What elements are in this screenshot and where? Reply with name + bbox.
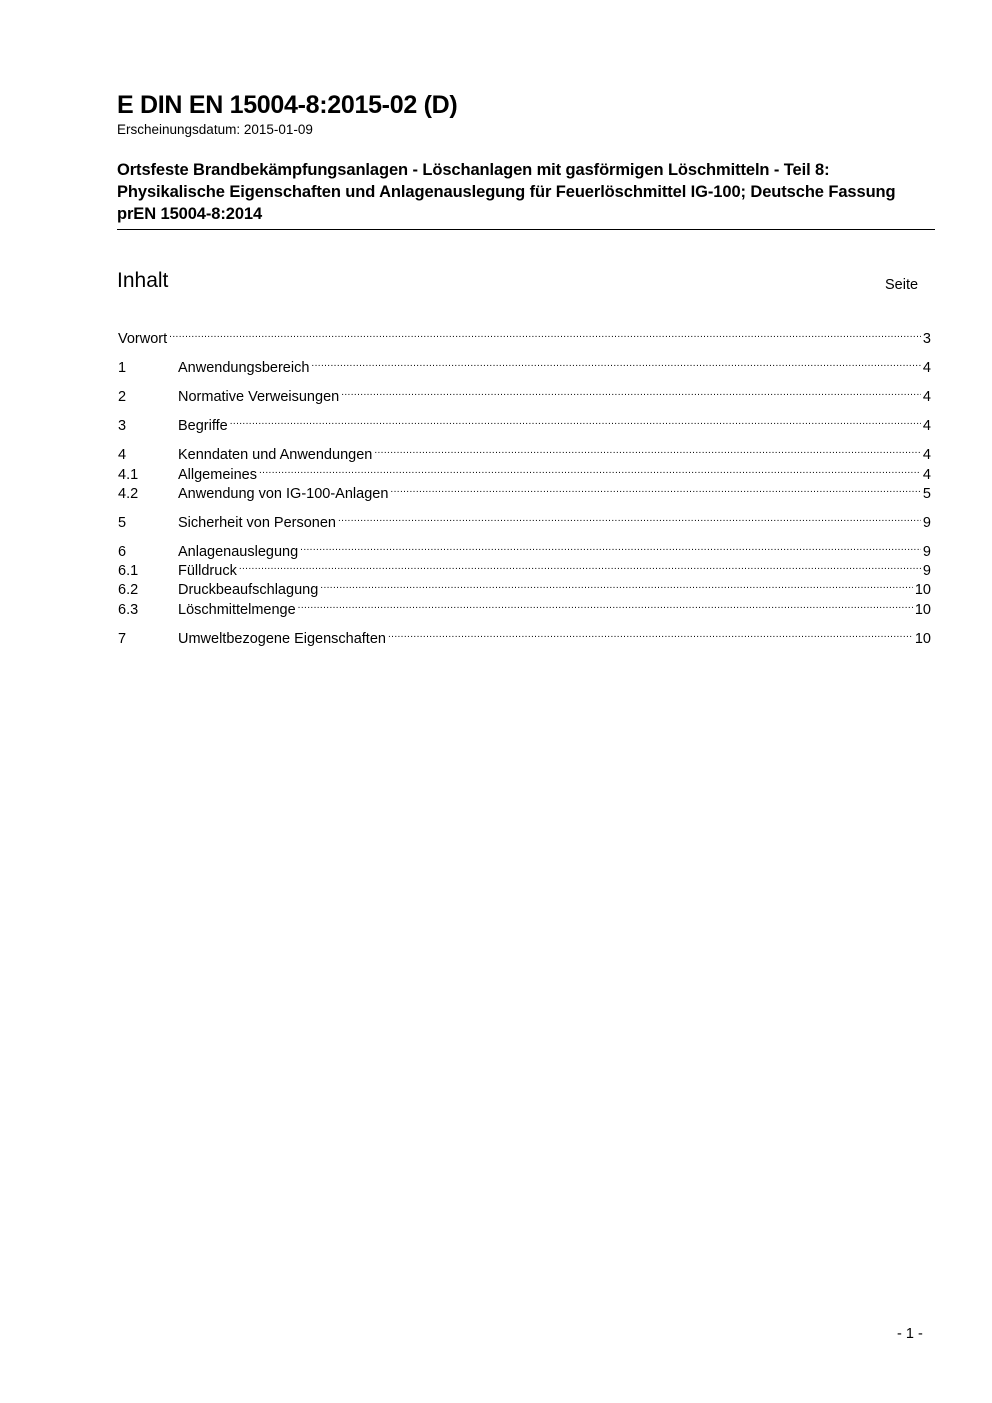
title-divider	[117, 229, 935, 230]
toc-dot-leader	[259, 460, 921, 479]
toc-dot-leader	[320, 575, 913, 594]
document-id: E DIN EN 15004-8:2015-02 (D)	[117, 91, 458, 119]
toc-entry-title: Fülldruck	[178, 563, 237, 579]
toc-entry-page: 10	[914, 602, 931, 618]
toc-entry-number: 4.2	[118, 486, 139, 502]
toc-entry[interactable]	[118, 595, 931, 618]
toc-entry-title: Anwendungsbereich	[178, 360, 310, 376]
toc-entry[interactable]	[118, 624, 931, 647]
toc-entry-page: 4	[922, 418, 931, 434]
toc-entry[interactable]	[118, 460, 931, 483]
toc-entry[interactable]	[118, 382, 931, 405]
toc-entry-number: 4.1	[118, 467, 139, 483]
toc-entry-page: 9	[922, 563, 931, 579]
toc-entry-title: Normative Verweisungen	[178, 389, 340, 405]
toc-entry-title: Umweltbezogene Eigenschaften	[178, 631, 386, 647]
toc-entry-page: 4	[922, 447, 931, 463]
toc-entry-page: 3	[922, 331, 931, 347]
toc-entry-number: 4	[118, 447, 127, 463]
toc-dot-leader	[300, 537, 921, 556]
toc-entry-title: Druckbeaufschlagung	[178, 582, 319, 598]
toc-entry[interactable]	[118, 440, 931, 463]
toc-entry-number: 7	[118, 631, 127, 647]
toc-entry-number: 3	[118, 418, 127, 434]
toc-dot-leader	[239, 556, 921, 575]
toc-entry-page: 9	[922, 515, 931, 531]
toc-page-column-label: Seite	[885, 277, 919, 293]
toc-entry[interactable]	[118, 556, 931, 579]
document-title: Ortsfeste Brandbekämpfungsanlagen - Löschanlagen mit gasförmigen Löschmitteln - Teil 8: Physikalische Eigenschaften und Anlagenauslegung für Feuerlöschmittel IG-100; Deutsche Fassung prEN 15004-8:2014	[117, 161, 896, 223]
toc-entry[interactable]	[118, 479, 931, 502]
toc-entry-title: Kenndaten und Anwendungen	[178, 447, 373, 463]
toc-heading: Inhalt	[117, 269, 169, 292]
toc-dot-leader	[169, 324, 921, 343]
toc-entry-title: Begriffe	[178, 418, 228, 434]
toc-dot-leader	[390, 479, 921, 498]
toc-dot-leader	[341, 382, 921, 401]
toc-entry-number: 1	[118, 360, 127, 376]
toc-entry-number: 5	[118, 515, 127, 531]
toc-dot-leader	[374, 440, 921, 459]
toc-entry[interactable]	[118, 537, 931, 560]
toc-entry-number: 6.1	[118, 563, 139, 579]
toc-entry[interactable]	[118, 324, 931, 347]
toc-entry[interactable]	[118, 353, 931, 376]
toc-entry-number: 6.3	[118, 602, 139, 618]
toc-dot-leader	[230, 411, 921, 430]
toc-entry-page: 4	[922, 467, 931, 483]
toc-entry-title: Löschmittelmenge	[178, 602, 296, 618]
toc-entry-number: 2	[118, 389, 127, 405]
toc-entry[interactable]	[118, 508, 931, 531]
page-number: - 1 -	[897, 1326, 923, 1342]
toc-dot-leader	[298, 595, 913, 614]
toc-entry-title: Anwendung von IG-100-Anlagen	[178, 486, 389, 502]
toc-dot-leader	[311, 353, 921, 372]
toc-entry-number: 6	[118, 544, 127, 560]
toc-entry-title: Allgemeines	[178, 467, 257, 483]
toc-entry[interactable]	[118, 575, 931, 598]
toc-entry-page: 9	[922, 544, 931, 560]
toc-entry-page: 10	[914, 582, 931, 598]
toc-entry-title: Anlagenauslegung	[178, 544, 299, 560]
toc-entry-page: 10	[914, 631, 931, 647]
toc-entry-title: Sicherheit von Personen	[178, 515, 336, 531]
toc-entry-title: Vorwort	[118, 331, 168, 347]
publication-date: Erscheinungsdatum: 2015-01-09	[117, 122, 313, 137]
toc-entry-page: 5	[922, 486, 931, 502]
toc-entry-page: 4	[922, 360, 931, 376]
toc-entry[interactable]	[118, 411, 931, 434]
toc-entry-page: 4	[922, 389, 931, 405]
toc-entry-number: 6.2	[118, 582, 139, 598]
toc-dot-leader	[338, 508, 921, 527]
toc-dot-leader	[388, 624, 913, 643]
